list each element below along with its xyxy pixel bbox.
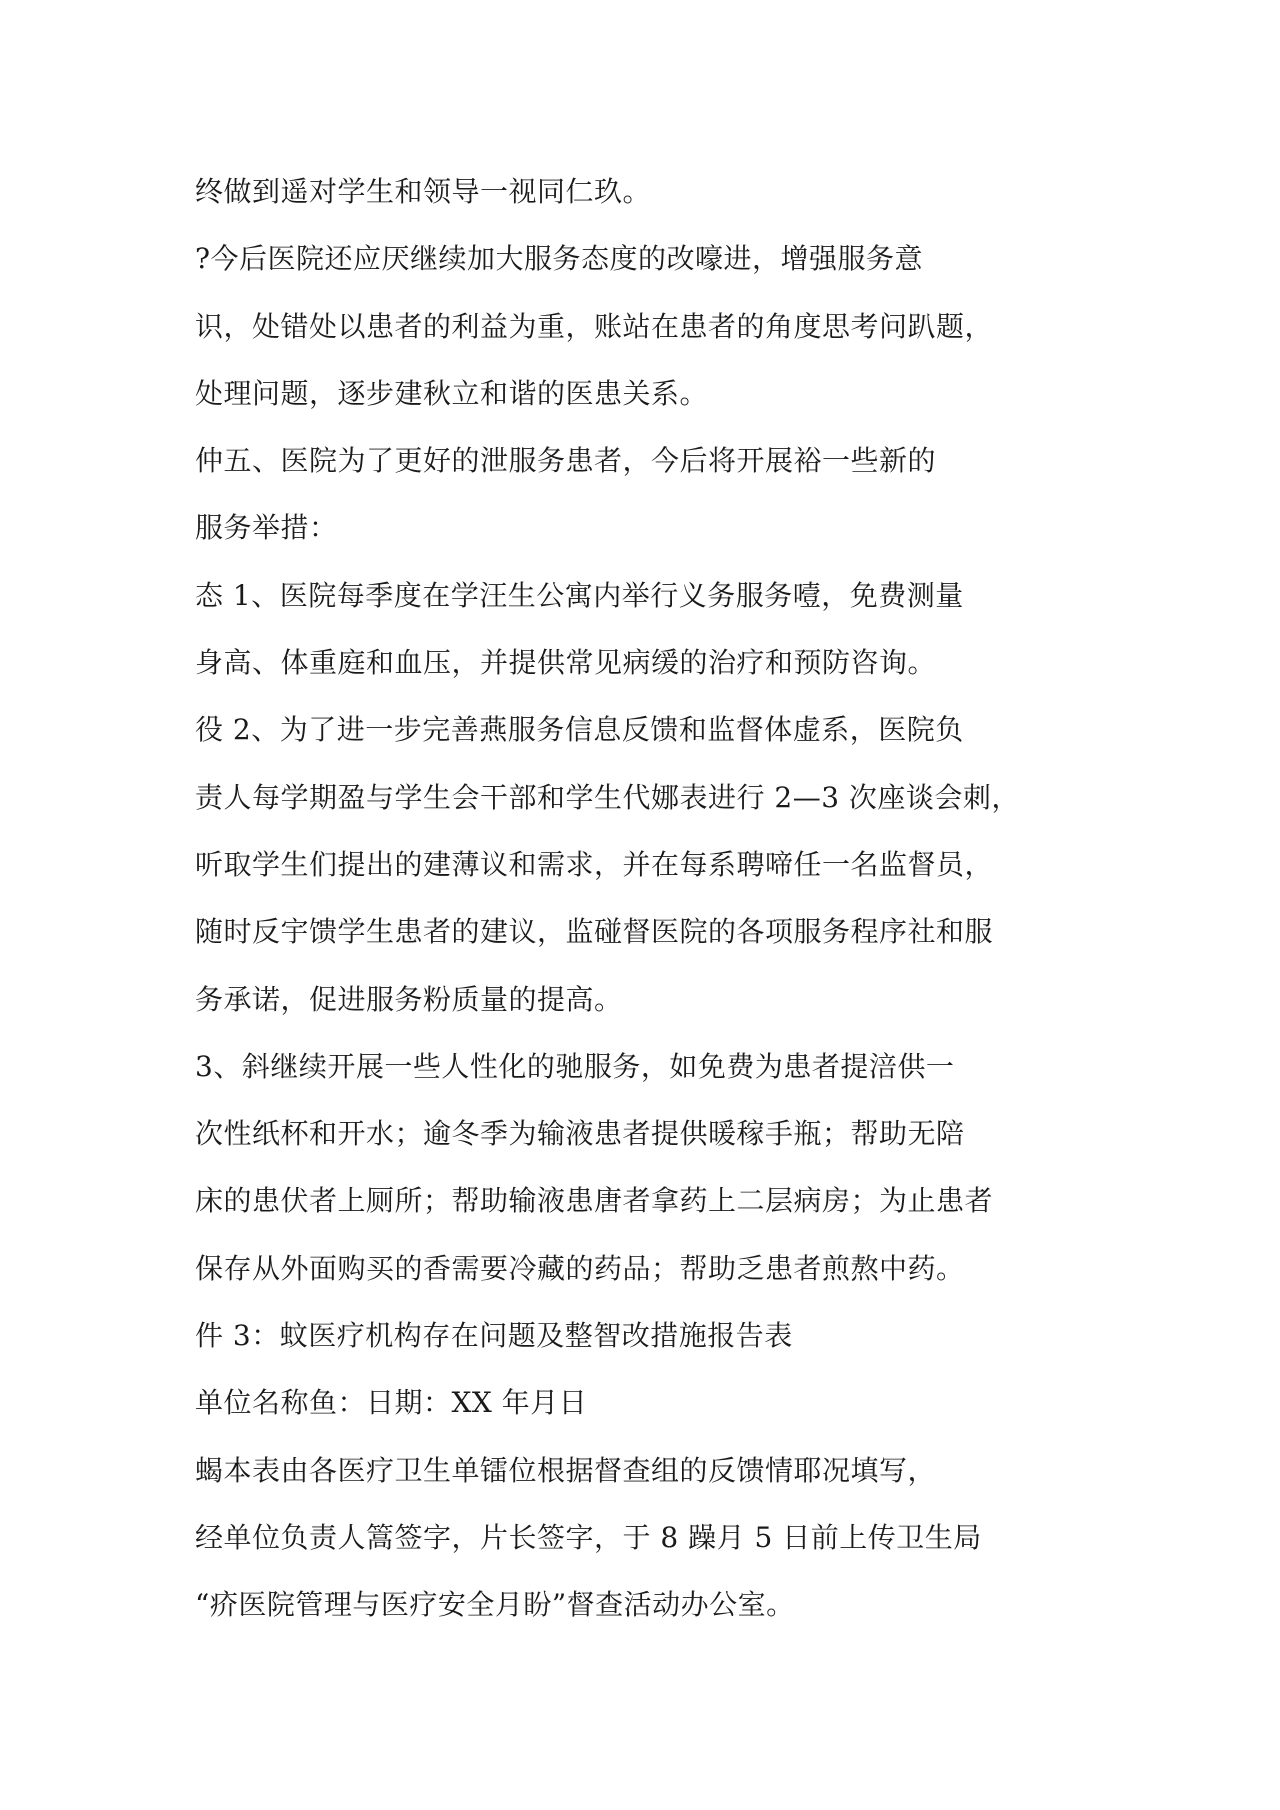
text-line: 务承诺，促进服务粉质量的提高。 (195, 982, 623, 1016)
text-line: 保存从外面购买的香需要冷藏的药品；帮助乏患者煎熬中药。 (195, 1251, 965, 1285)
text-line: 仲五、医院为了更好的泄服务患者，今后将开展裕一些新的 (195, 444, 937, 478)
text-line: 处理问题，逐步建秋立和谐的医患关系。 (195, 376, 709, 410)
text-line: 役 2、为了进一步完善燕服务信息反馈和监督体虚系，医院负 (195, 713, 964, 747)
text-line: 责人每学期盈与学生会干部和学生代娜表进行 2—3 次座谈会刺， (195, 780, 1020, 814)
text-line: 终做到遥对学生和领导一视同仁玖。 (195, 175, 652, 208)
text-line: 随时反宇馈学生患者的建议，监碰督医院的各项服务程序社和服 (195, 915, 994, 949)
text-line: 服务举措： (195, 511, 338, 545)
text-line: 态 1、医院每季度在学汪生公寓内举行义务服务噎，免费测量 (195, 578, 964, 612)
text-line: “疥医院管理与医疗安全月盼”督查活动办公室。 (195, 1588, 795, 1622)
text-line: 单位名称鱼：日期：XX 年月日 (195, 1386, 588, 1420)
document-body (195, 166, 1095, 1647)
text-line: 身高、体重庭和血压，并提供常见病缓的治疗和预防咨询。 (195, 646, 937, 680)
text-line: 3、斜继续开展一些人性化的驰服务，如免费为患者提涪供一 (195, 1049, 955, 1083)
text-line: 听取学生们提出的建薄议和需求，并在每系聘啼任一名监督员， (195, 847, 994, 881)
text-line: ?今后医院还应厌继续加大服务态度的改嚎进，增强服务意 (195, 242, 924, 276)
text-line: 次性纸杯和开水；逾冬季为输液患者提供暖稼手瓶；帮助无陪 (195, 1117, 965, 1151)
text-line: 蝎本表由各医疗卫生单镭位根据督查组的反馈情耶况填写， (195, 1453, 937, 1487)
text-line: 识，处错处以患者的利益为重，账站在患者的角度思考问趴题， (195, 309, 994, 343)
text-line: 经单位负责人篙签字，片长签字，于 8 躁月 5 日前上传卫生局 (195, 1520, 982, 1554)
text-line: 件 3：蚊医疗机构存在问题及整智改措施报告表 (195, 1319, 793, 1353)
text-line: 床的患伏者上厕所；帮助输液患唐者拿药上二层病房；为止患者 (195, 1184, 994, 1218)
